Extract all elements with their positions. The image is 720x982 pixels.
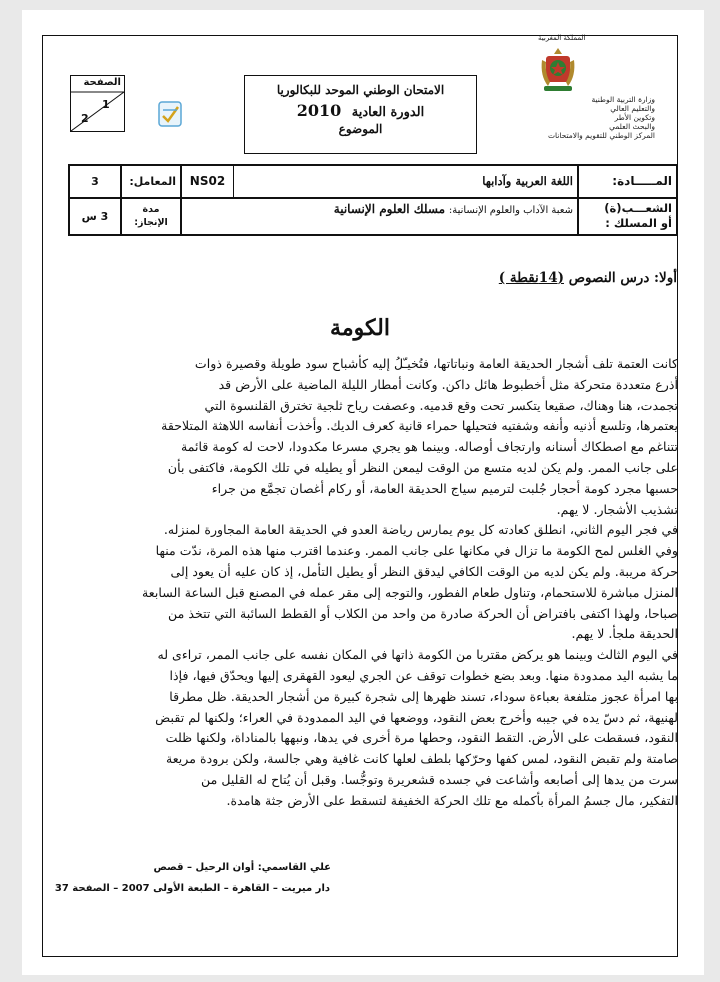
branch-label: [578, 198, 677, 235]
branch-value: [181, 198, 578, 235]
page-total: 2: [81, 112, 89, 125]
text-line: الحديقة ملجأ. لا يهم.: [571, 626, 678, 642]
exam-title: الامتحان الوطني الموحد للبكالوريا: [276, 83, 445, 97]
text-line: يعتمرها، وتلسع أذنيه وأنفه وشفتيه فتحيلها حمراء قانية كعرف الديك. وأخذت أنفاسه اللاهثة المتلاحقة: [161, 418, 678, 434]
text-line: النقود، فسقطت على الأرض. التقط النقود، وحطها مرة أخرى في يدها، ونبهها بالمناداة، ولكنها ظلت: [165, 730, 678, 746]
text-line: وفي الغلس لمح الكومة ما تزال في مكانها على جانب الممر. وعندما اقترب منها هذه المرة، ندّت منها: [155, 543, 678, 559]
kingdom-label: المملكة المغربية: [538, 34, 586, 42]
coefficient-label: المعامل:: [121, 165, 181, 198]
section-heading: [499, 270, 677, 286]
page-current: 1: [102, 98, 110, 111]
text-line: تتناغم مع اصطكاك أسنانه وارتجاف أوصاله. وبينما هو يجري مسرعا مكدودا، لاحت له كومة قائمة: [181, 439, 678, 455]
text-line: ما يشبه اليد ممدودة منها. وبعد بضع خطوات توقف عن الجري ليعود القهقرى إليها ويحدّق فيها، فإذا: [169, 667, 678, 683]
ministry-line: وتكوين الأطر: [614, 113, 655, 122]
evaluation-center-logo-icon: [157, 100, 183, 128]
text-line: بها امرأة عجوز متلفعة بعباءة سوداء، تسند ظهرها إلى شجرة كبيرة من أشجار الحديقة. ظل مطرقا: [169, 688, 678, 704]
text-line: التفكير، مال جسمُ المرأة بأكمله مع تلك الحركة الخفيفة لتسقط على الأرض جثة هامدة.: [226, 792, 678, 808]
text-line: المنزل مباشرة للاستحمام، وتناول طعام الفطور، والتوجه إلى مقر عمله في المصنع قبل الساعة السابعة: [142, 584, 678, 600]
duration-label: [121, 198, 181, 235]
ministry-line: المركز الوطني للتقويم والامتحانات: [547, 131, 655, 140]
text-line: سرت من يدها إلى أصابعه وأشاعت في جسده قشعريرة وتوجُّسا. وقبل أن يُتاح له القليل من: [200, 771, 678, 787]
ministry-line: والبحث العلمي: [609, 122, 655, 131]
paragraph: [68, 354, 678, 520]
subject-label: المـــــادة:: [578, 165, 677, 198]
ministry-line: وزارة التربية الوطنية: [591, 95, 655, 104]
coefficient-value: 3: [69, 165, 121, 198]
branch-prefix: شعبة الآداب والعلوم الإنسانية:: [448, 205, 573, 216]
text-line: في اليوم الثالث وبينما هو يركض مقتربا من الكومة ذاتها في المكان نفسه على جانب الممر، تراءى له: [157, 647, 678, 663]
session-year: 2010: [296, 101, 342, 120]
branch-main: مسلك العلوم الإنسانية: [333, 202, 445, 216]
text-title: الكومة: [330, 315, 390, 341]
subject-code: NS02: [181, 165, 234, 198]
source-author: علي القاسمي: أوان الرحيل – قصص: [153, 862, 331, 873]
text-line: تجمدت، هنا وهناك، صقيعا يتكسر تحت وقع قدميه. وعصفت رياح ثلجية تخترق القلنسوة التي: [204, 397, 678, 413]
text-line: أذرع متعددة متحركة مثل أخطبوط هائل داكن. وكانت أمطار الليلة الماضية على الأرض قد: [218, 376, 678, 392]
ministry-block: [505, 95, 655, 140]
text-body: [68, 354, 678, 812]
page-label: الصفحة: [83, 77, 121, 88]
text-line: حسبها مجرد كومة أحجار جُلبت لترميم سياج الحديقة العامة، أو ركام أغصان تجمَّع من جراء: [211, 480, 678, 496]
text-line: على جانب الممر. ولم يكن لديه متسع من الوقت ليمعن النظر أو يطيله في تلك الكومة، فاكتفى بأن: [167, 459, 678, 475]
text-line: لهنيهة، ثم دسّ يده في جيبه وأخرج بعض النقود، ووضعها في اليد الممدودة في العراء؛ ولكنها لم تقبض: [155, 709, 678, 725]
subject-word: الموضوع: [338, 122, 383, 136]
duration-value: 3 س: [69, 198, 121, 235]
paragraph: [68, 520, 678, 645]
session-line: [245, 101, 476, 120]
section-points: (14نقطة ): [498, 270, 564, 286]
page-number-box: [70, 75, 125, 132]
duration-label-line2: الإنجاز:: [134, 217, 168, 228]
exam-info-table: [68, 164, 678, 236]
ministry-line: والتعليم العالي: [610, 104, 655, 113]
text-line: في فجر اليوم الثاني، انطلق كعادته كل يوم يمارس رياضة العدو في الحديقة العامة المجاورة لمنزله.: [163, 522, 678, 538]
text-line: كانت العتمة تلف أشجار الحديقة العامة ونباتاتها، فتُخيـّلُ إليه كأشباح سود طويلة وقصيرة ذوات: [194, 356, 678, 371]
text-line: تشذيب الأشجار. لا يهم.: [556, 501, 678, 517]
source-publisher: دار ميريت – القاهرة – الطبعة الأولى 2007 – الصفحة 37: [54, 883, 330, 894]
text-line: حركة مريبة. ولم يكن لديه من الوقت الكافي ليدقق النظر أو يطيل التأمل، إذ كان عليه أن يعود إلى: [170, 563, 678, 579]
duration-label-line1: مدة: [142, 204, 160, 215]
section-title: أولا: درس النصوص: [568, 270, 677, 286]
session-label: الدورة العادية: [351, 105, 425, 120]
branch-label-line1: الشعـــب(ة): [604, 201, 672, 215]
coat-of-arms-icon: [538, 46, 578, 94]
text-line: صباحا، ولهذا اكتفى بافتراض أن الحركة صادرة من واحد من الكلاب أو القطط السائبة التي تتخذ من: [168, 605, 678, 621]
page-box-lines: [71, 76, 124, 131]
paragraph: [68, 645, 678, 811]
branch-label-line2: أو المسلك :: [605, 216, 672, 230]
subject-value: اللغة العربية وآدابها: [234, 165, 578, 198]
exam-title-box: [244, 75, 477, 154]
text-line: صامتة ولم تقبض النقود، لمس كفها وحرّكها بلطف لعلها كانت غافية وهي جالسة، ولكن برودة مريعة: [165, 751, 678, 767]
